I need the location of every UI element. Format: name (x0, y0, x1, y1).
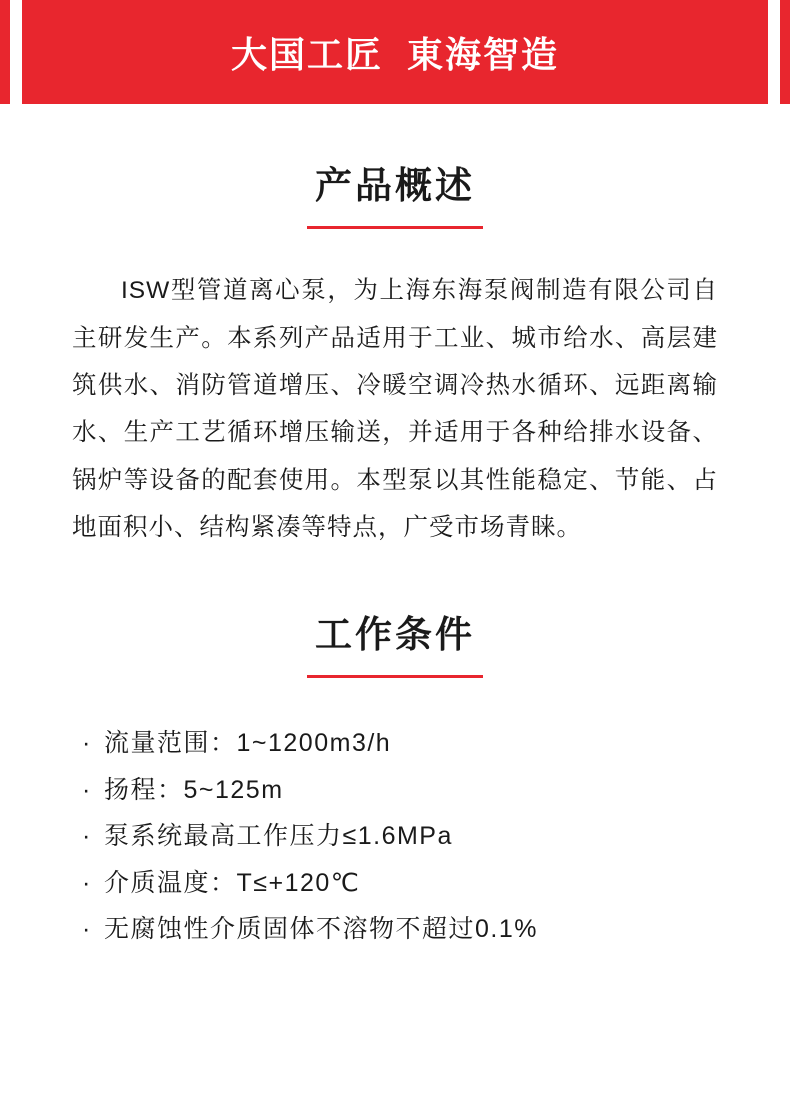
banner-bar-left (0, 0, 10, 104)
bullet-marker-icon: · (82, 729, 92, 758)
list-item-label: 扬程：5~125m (104, 775, 284, 804)
heading-underline-overview (307, 226, 483, 229)
banner-bar-right (780, 0, 790, 104)
heading-underline-conditions (307, 675, 483, 678)
spacer-above-overview (0, 104, 790, 164)
spacer-above-conditions (0, 551, 790, 613)
header-banner (0, 0, 790, 104)
list-item-label: 介质温度：T≤+120℃ (104, 868, 361, 897)
list-item-label: 流量范围：1~1200m3/h (104, 729, 392, 758)
list-item (82, 860, 790, 907)
section-header-overview (0, 164, 790, 229)
working-conditions-list (0, 720, 790, 953)
section-header-conditions (0, 613, 790, 678)
list-item (82, 720, 790, 767)
list-item-label: 泵系统最高工作压力≤1.6MPa (104, 822, 453, 851)
banner-title: 大国工匠 東海智造 (230, 33, 559, 75)
bullet-marker-icon: · (82, 822, 92, 851)
bullet-marker-icon: · (82, 775, 92, 804)
bullet-marker-icon: · (82, 868, 92, 897)
bullet-marker-icon: · (82, 915, 92, 944)
list-item (82, 906, 790, 953)
list-item (82, 813, 790, 860)
section-title-overview: 产品概述 (315, 165, 475, 206)
section-title-conditions: 工作条件 (315, 614, 475, 656)
list-item (82, 767, 790, 814)
overview-paragraph: ISW型管道离心泵，为上海东海泵阀制造有限公司自主研发生产。本系列产品适用于工业、城市给水、高层建筑供水、消防管道增压、冷暖空调冷热水循环、远距离输水、生产工艺循环增压输送，并适用于各种给排水设备、锅炉等设备的配套使用。本型泵以其性能稳定、节能、占地面积小、结构紧凑等特点，广受市场青睐。 (72, 277, 718, 541)
list-item-label: 无腐蚀性介质固体不溶物不超过0.1% (104, 915, 538, 944)
